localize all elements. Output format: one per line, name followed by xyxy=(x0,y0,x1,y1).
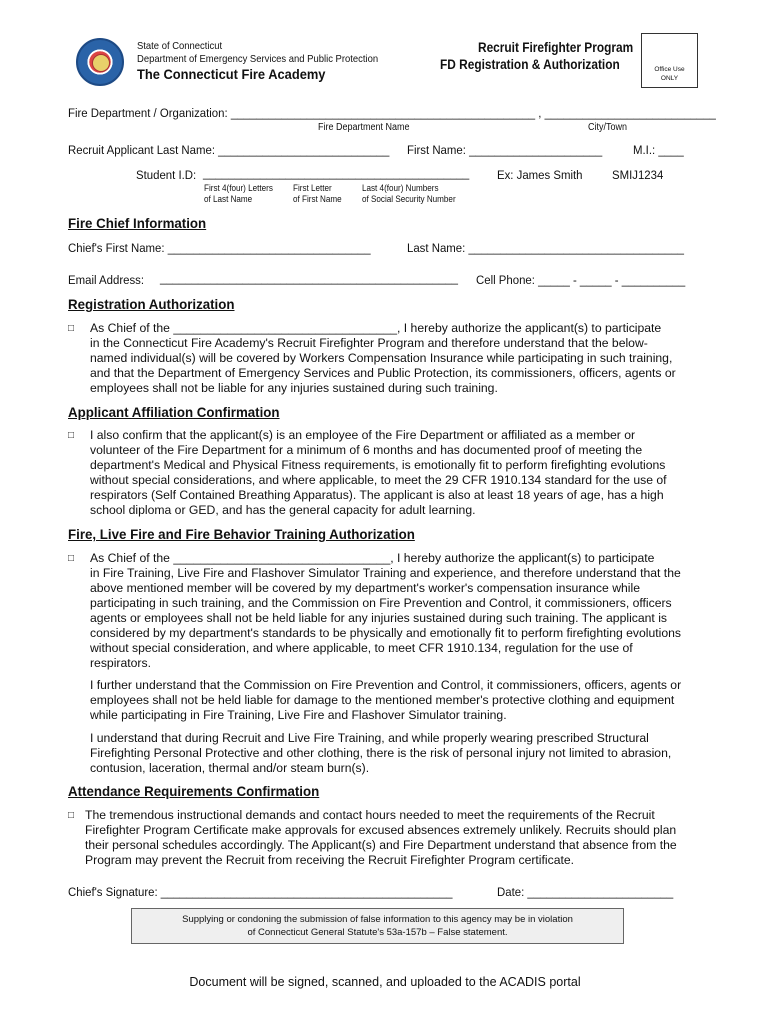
registration-checkbox[interactable]: □ xyxy=(68,323,75,334)
chief-first-name-field[interactable]: Chief's First Name: ________________________________ xyxy=(68,241,371,255)
signature-date-field[interactable]: Date: _______________________ xyxy=(497,885,674,899)
applicant-mi-field[interactable]: M.I.: ____ xyxy=(633,143,684,157)
livefire-checkbox[interactable]: □ xyxy=(68,553,75,564)
chief-last-name-field[interactable]: Last Name: __________________________________ xyxy=(407,241,685,255)
livefire-heading: Fire, Live Fire and Fire Behavior Training Authorization xyxy=(68,526,415,542)
warning-line-1: Supplying or condoning the submission of false information to this agency may be in violation xyxy=(182,914,573,925)
student-id-hint-last: First 4(four) Letters of Last Name xyxy=(204,183,273,204)
warning-line-2: of Connecticut General Statute's 53a-157b – False statement. xyxy=(247,927,508,938)
livefire-damage-text: I further understand that the Commission on Fire Prevention and Control, it commissioners, officers, agents or employees shall not be held liable for damage to the mentioned member's protective clothing and equipment while participating in Fire Training, Live Fire and Flashover Simulator training. xyxy=(90,678,682,722)
state-name: State of Connecticut xyxy=(137,40,223,52)
applicant-last-name-field[interactable]: Recruit Applicant Last Name: ___________________________ xyxy=(68,143,390,157)
state-seal-logo xyxy=(76,38,124,86)
chief-signature-field[interactable]: Chief's Signature: ______________________________________________ xyxy=(68,885,453,899)
footer-note: Document will be signed, scanned, and uploaded to the ACADIS portal xyxy=(189,975,581,989)
academy-title: The Connecticut Fire Academy xyxy=(137,66,326,82)
fire-chief-heading: Fire Chief Information xyxy=(68,215,207,231)
email-label: Email Address: xyxy=(68,273,145,287)
office-use-only: ONLY xyxy=(660,75,679,82)
fire-department-name-hint: Fire Department Name xyxy=(318,122,410,133)
livefire-text: As Chief of the ________________________________, I hereby authorize the applicant(s) to participate in Fire Training, Live Fire and Flashover Simulator Training and experience, and therefore understand that the above mentioned member will be covered by my department's worker's compensation insurance while participating in such training, and the Commission on Fire Prevention and Control, it commissioners, officers agents or employees shall not be held liable for any injuries sustained during such training. The applicant is considered by my department's standards to be physically and emotionally fit to perform firefighting evolutions without special consideration, and where applicable, to meet CFR 1910.134, regulation for the use of respirators. xyxy=(90,551,682,670)
city-town-hint: City/Town xyxy=(588,122,628,133)
student-id-example: Ex: James Smith xyxy=(497,168,583,182)
registration-text: As Chief of the _________________________________, I hereby authorize the applicant(s) to participate in the Connecticut Fire Academy's Recruit Firefighter Program and therefore understand that the below- named individual(s) will be covered by Workers Compensation Insurance while participating in such training, and that the Department of Emergency Services and Public Protection, its commissioners, officers, agents or employees shall not be liable for any injuries sustained during such training. xyxy=(90,321,676,395)
attendance-heading: Attendance Requirements Confirmation xyxy=(68,783,320,799)
student-id-hint-ssn: Last 4(four) Numbers of Social Security Number xyxy=(362,183,456,204)
student-id-field[interactable]: __________________________________________ xyxy=(203,166,470,180)
email-field[interactable]: _______________________________________________ xyxy=(160,271,458,285)
form-subtitle: FD Registration & Authorization xyxy=(440,57,620,72)
livefire-risk-text: I understand that during Recruit and Live Fire Training, and while properly wearing prescribed Structural Firefighting Personal Protective and other clothing, there is the risk of personal injury not limited to abrasion, contusion, laceration, thermal and/or steam burn(s). xyxy=(90,731,672,775)
attendance-text: The tremendous instructional demands and contact hours needed to meet the requirements of the Recruit Firefighter Program Certificate make approvals for excused absences extremely unlikely. Recruits should plan their personal schedules accordingly. The Applicant(s) and Fire Department understand that absence from the Program may prevent the Recruit from receiving the Recruit Firefighter Program certificate. xyxy=(85,808,677,867)
attendance-checkbox[interactable]: □ xyxy=(68,810,75,821)
student-id-hint-first: First Letter of First Name xyxy=(293,183,342,204)
cell-phone-field[interactable]: Cell Phone: _____ - _____ - __________ xyxy=(476,273,686,287)
student-id-example-value: SMIJ1234 xyxy=(612,168,664,182)
affiliation-text: I also confirm that the applicant(s) is an employee of the Fire Department or affiliated as a member or volunteer of the Fire Department for a minimum of 6 months and has documented proof of meeting the department's Medical and Physical Fitness requirements, is emotionally fit to perform firefighting evolutions without special considerations, and where applicable, to meet the 29 CFR 1910.134 standard for the use of respirators (Self Contained Breathing Apparatus). The applicant is also at least 18 years of age, has a high school diploma or GED, and has the general capacity for adult learning. xyxy=(90,428,667,517)
office-use-box xyxy=(641,33,698,88)
applicant-first-name-field[interactable]: First Name: _____________________ xyxy=(407,143,603,157)
registration-heading: Registration Authorization xyxy=(68,296,235,312)
program-title: Recruit Firefighter Program xyxy=(478,40,634,55)
fire-department-field[interactable]: Fire Department / Organization: ________________________________________________ , ___________________________ xyxy=(68,106,716,120)
affiliation-heading: Applicant Affiliation Confirmation xyxy=(68,404,280,420)
department-name: Department of Emergency Services and Public Protection xyxy=(137,53,379,65)
affiliation-checkbox[interactable]: □ xyxy=(68,430,75,441)
false-statement-warning xyxy=(131,908,624,944)
office-use-label: Office Use xyxy=(654,66,685,73)
student-id-label: Student I.D: xyxy=(136,168,197,182)
